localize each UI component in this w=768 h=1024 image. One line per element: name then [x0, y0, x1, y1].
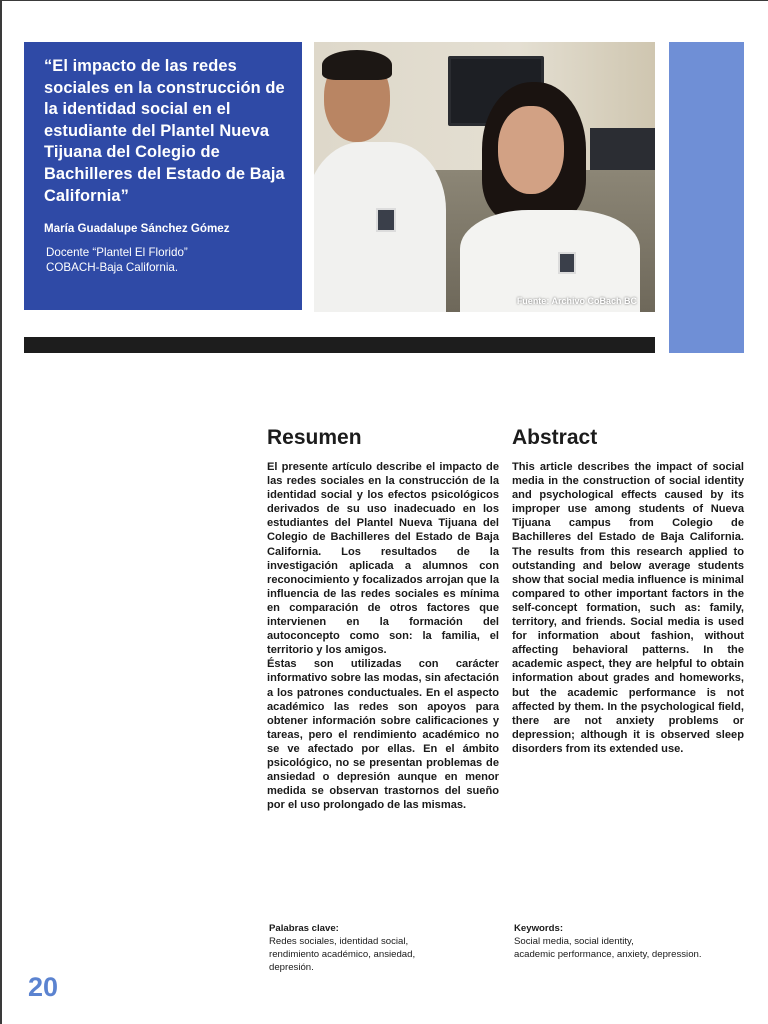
keywords-es: [269, 922, 489, 974]
page-number: 20: [28, 972, 59, 1002]
keywords-en: [514, 922, 754, 961]
student-boy-hair: [322, 50, 392, 80]
article-title: “El impacto de las redes sociales en la construcción de la identidad social en el estudiante del Plantel Nueva Tijuana del Colegio de Bachilleres del Estado de Baja California”: [44, 57, 285, 205]
abstract-column: [512, 426, 744, 756]
resumen-column: [267, 426, 499, 812]
school-badge-icon: [558, 252, 576, 274]
resumen-heading: Resumen: [267, 426, 362, 449]
keywords-en-line-2: academic performance, anxiety, depression.: [514, 949, 702, 960]
affiliation-line-1: Docente “Plantel El Florido”: [46, 246, 188, 260]
author-affiliation: [44, 245, 290, 275]
affiliation-line-2: COBACH-Baja California.: [46, 261, 179, 275]
resumen-paragraph-2: Éstas son utilizadas con carácter informativo sobre las modas, sin afectación a los patrones conductuales. En el aspecto académico las redes son apoyos para obtener información sobre calificaciones y tareas, pero el rendimiento académico no se ve afectado por ellas. En el ámbito psicológico, no se presentan problemas de ansiedad o depresión aunque en menor medida se observan trastornos del sueño por el uso prolongado de las mismas.: [267, 658, 499, 812]
keywords-es-line-3: depresión.: [269, 962, 314, 973]
decorative-rule-bar: [24, 337, 655, 353]
author-name: María Guadalupe Sánchez Gómez: [44, 222, 230, 236]
keywords-en-line-1: Social media, social identity,: [514, 936, 634, 947]
resumen-paragraph-1: El presente artículo describe el impacto de las redes sociales en la construcción de la identidad social y los efectos psicológicos derivados de su uso inadecuado en los estudiantes del Plantel Nueva Tijuana del Colegio de Bachilleres del Estado de Baja California. Los resultados de la investigación aplicada a alumnos con reconocimiento y focalizados arrojan que la influencia de las redes sociales es mínima en comparación de otros factores que intervienen en la formación del autoconcepto como son: la familia, el territorio y los amigos.: [267, 461, 499, 657]
school-badge-icon: [376, 208, 396, 232]
abstract-heading: Abstract: [512, 426, 598, 449]
keywords-es-label: Palabras clave:: [269, 923, 339, 934]
decorative-side-bar: [669, 42, 744, 353]
keywords-es-line-2: rendimiento académico, ansiedad,: [269, 949, 416, 960]
student-girl-face: [498, 106, 564, 194]
photo-caption: Fuente: Archivo CoBach BC: [516, 296, 637, 306]
title-box: [24, 42, 302, 310]
keywords-en-label: Keywords:: [514, 923, 564, 934]
keywords-es-line-1: Redes sociales, identidad social,: [269, 936, 409, 947]
students-photo: [314, 42, 655, 312]
abstract-paragraph: This article describes the impact of social media in the construction of social identity and psychological effects caused by its improper use among students of Nueva Tijuana campus from Colegio de Bachilleres del Estado de Baja California. The results from this research applied to outstanding and below average students show that social media influence is minimal compared to other important factors in the self-concept formation, such as: family, territory, and friends. Social media is used for information about fashion, without affecting behavioral patterns. In the academic aspect, they are helpful to obtain information about grades and homeworks, but the academic performance is not affected by them. In the psychological field, there are not anxiety problems or depression; although it is observed sleep disorders from its extended use.: [512, 461, 744, 755]
